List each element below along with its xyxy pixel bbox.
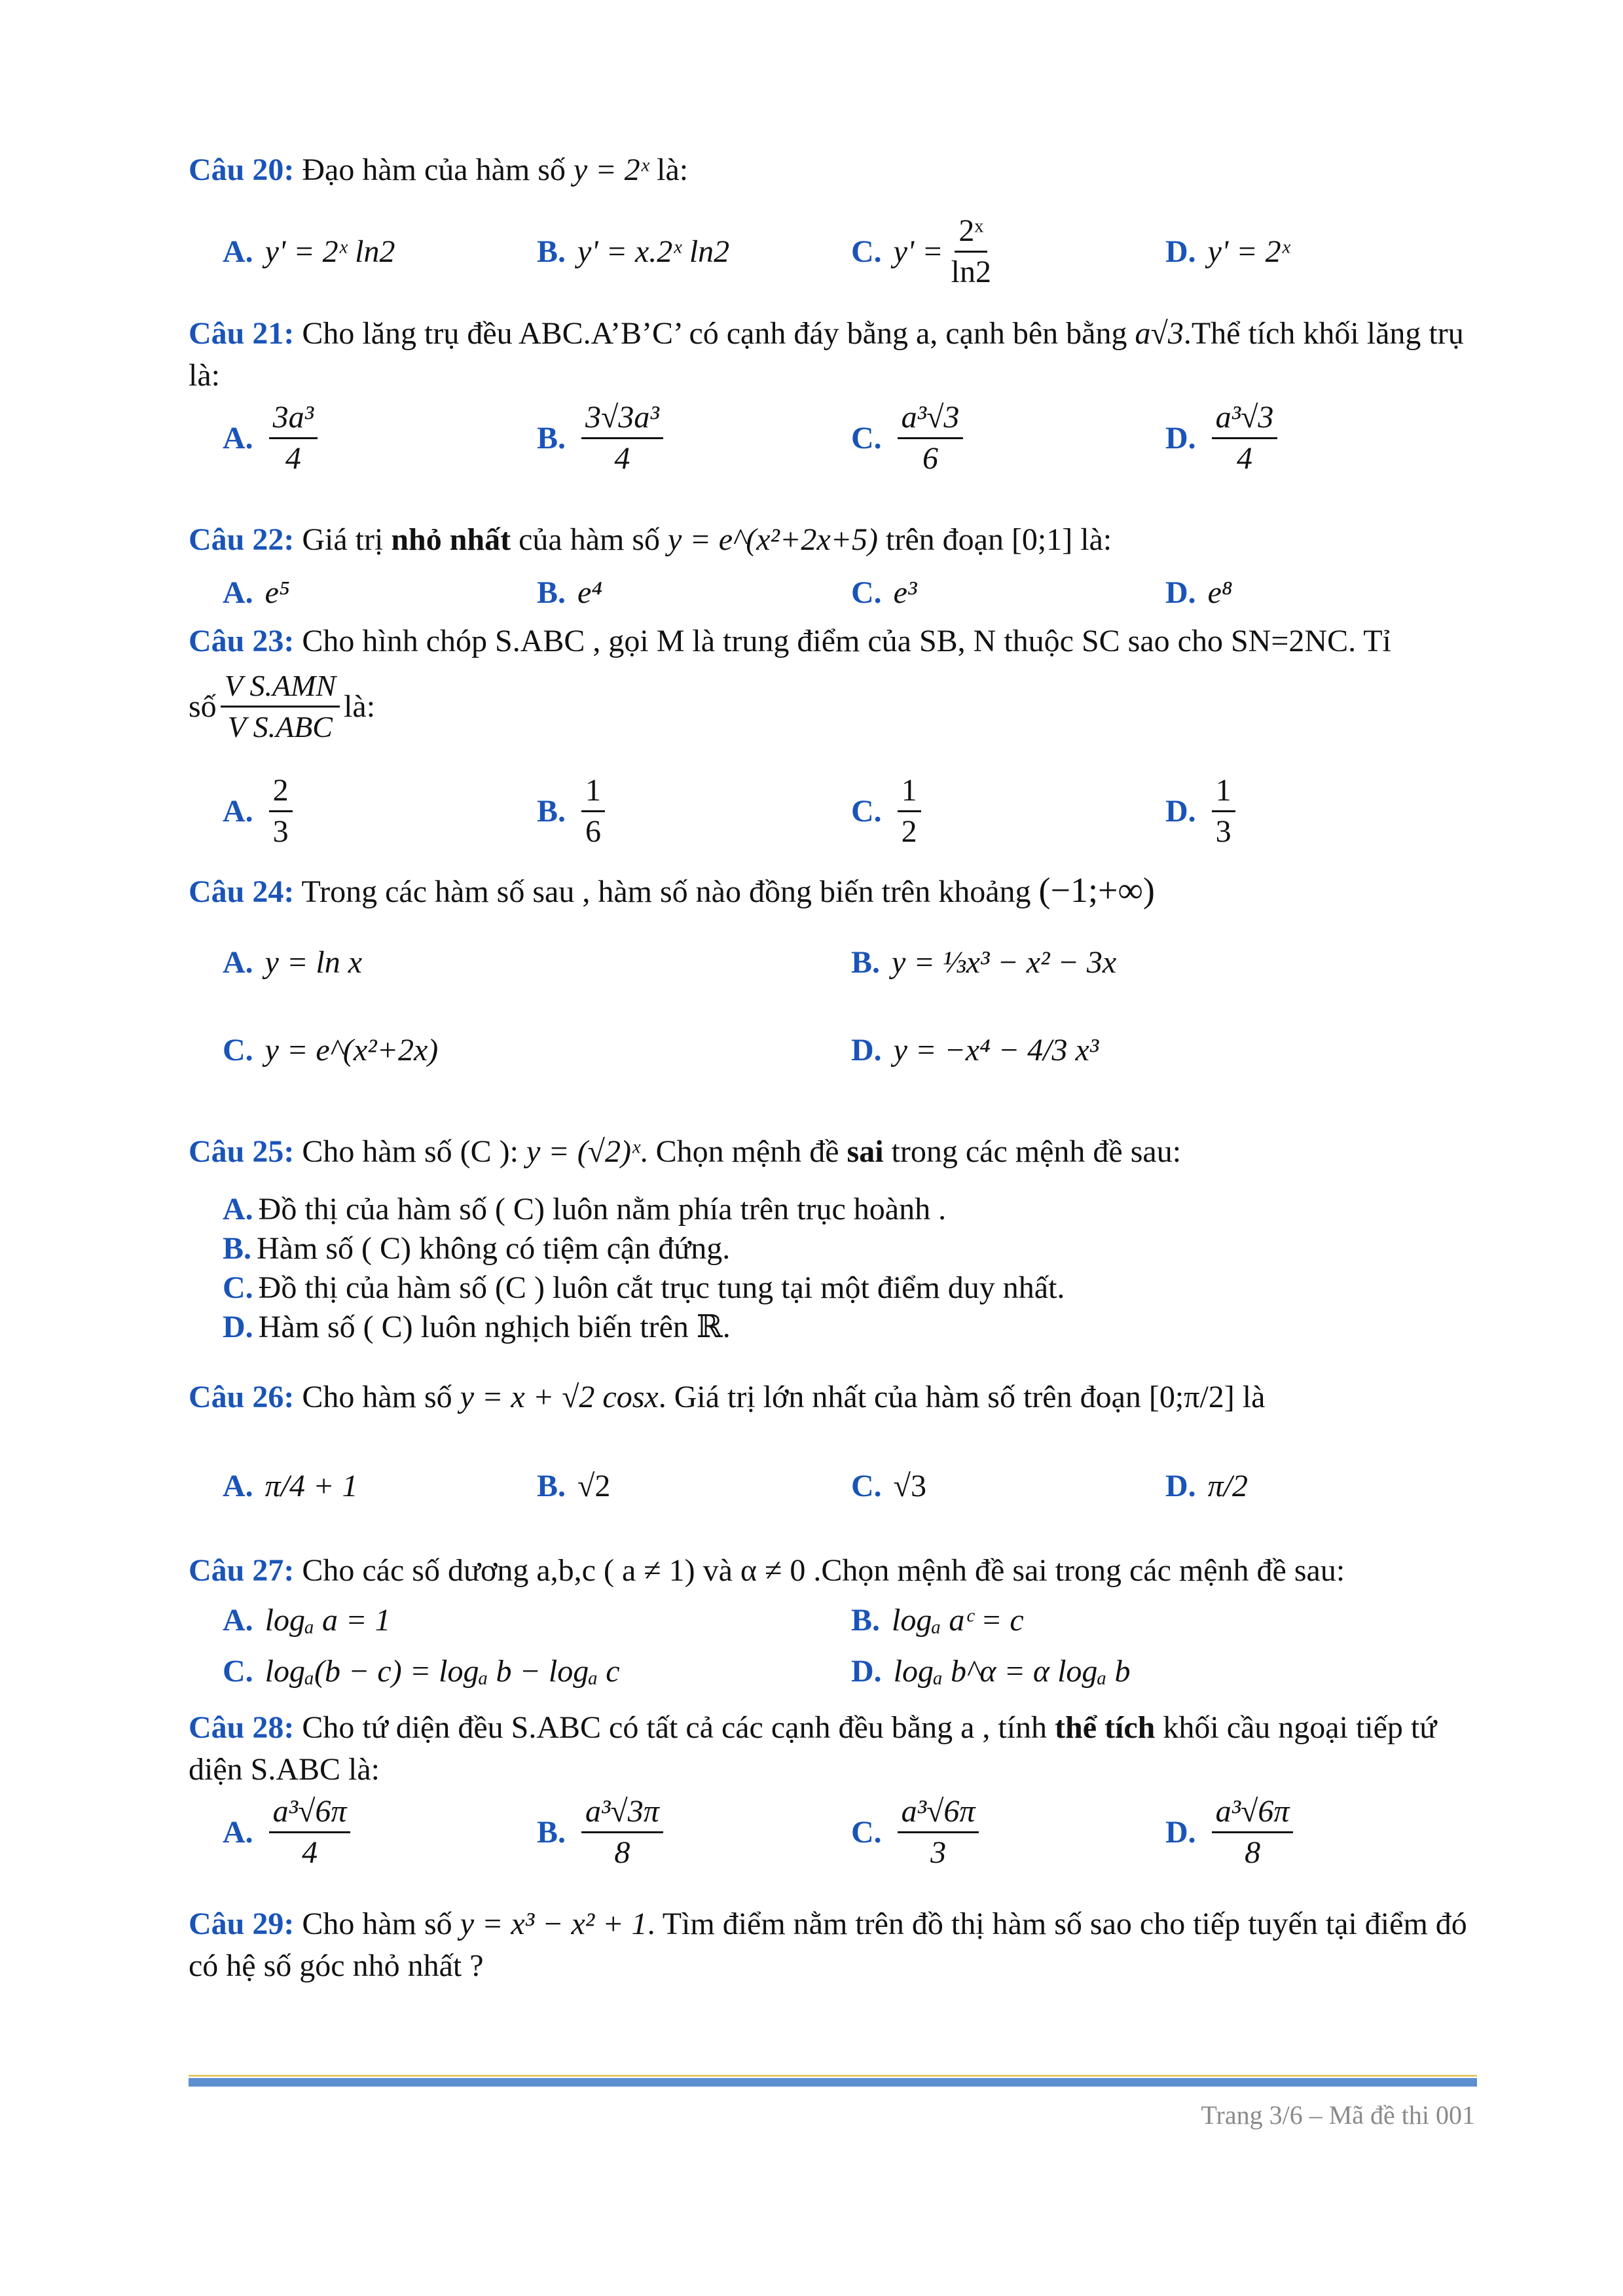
question-24: Câu 24: Trong các hàm số sau , hàm số nào đồng biến trên khoảng (−1;+∞) xyxy=(189,870,1155,910)
question-23: Câu 23: Cho hình chóp S.ABC , gọi M là trung điểm của SB, N thuộc SC sao cho SN=2NC. Tỉ xyxy=(189,624,1391,658)
question-27: Câu 27: Cho các số dương a,b,c ( a ≠ 1) và α ≠ 0 .Chọn mệnh đề sai trong các mệnh đề sau: xyxy=(189,1553,1345,1588)
options-23: A. $\frac{2}{3}$ B. $\frac{1}{6}$ C. $\frac{1}{2}$ D. $\frac{1}{3}$ xyxy=(223,771,1480,852)
options-21: A. $\frac{\text{3a³}}{4}$ B. $\frac{\text{3√3a³}}{4}$ C. $\frac{\text{a³√3}}{6}$ D. $\frac{\text{a³√3}}{4}$ xyxy=(223,398,1480,478)
question-20: Câu 20: Đạo hàm của hàm số y = 2ˣ là: xyxy=(189,152,689,187)
options-24: A. y = ln x B. y = ⅓x³ − x² − 3x C. y = e^(x²+2x) D. y = −x⁴ − 4/3 x³ xyxy=(223,944,1117,1067)
question-29: Câu 29: Cho hàm số y = x³ − x² + 1. Tìm điểm nằm trên đồ thị hàm số sao cho tiếp tuyến tại điểm đó có hệ số góc nhỏ nhất ? xyxy=(189,1907,1467,1983)
question-25: Câu 25: Cho hàm số (C ): y = (√2)ˣ. Chọn mệnh đề sai trong các mệnh đề sau: xyxy=(189,1134,1182,1169)
options-25: A. Đồ thị của hàm số ( C) luôn nằm phía trên trục hoành . B. Hàm số ( C) không có tiệm cận đứng. C. Đồ thị của hàm số (C ) luôn cắt trục tung tại một điểm duy nhất. D. Hàm số ( C) luôn nghịch biến trên ℝ. xyxy=(223,1192,1065,1344)
question-22: Câu 22: Giá trị nhỏ nhất của hàm số y = e^(x²+2x+5) trên đoạn [0;1] là: xyxy=(189,522,1112,557)
question-21: Câu 21: Cho lăng trụ đều ABC.A’B’C’ có cạnh đáy bằng a, cạnh bên bằng a√3.Thể tích khối lăng trụ là: xyxy=(189,316,1464,393)
options-28: A. $\frac{\text{a³√6π}}{4}$ B. $\frac{\text{a³√3π}}{8}$ C. $\frac{\text{a³√6π}}{3}$ D. $\frac{\text{a³√6π}}{8}$ xyxy=(223,1792,1480,1873)
options-22: A. e⁵ B. e⁴ C. e³ D. e⁸ xyxy=(223,575,1233,610)
question-26: Câu 26: Cho hàm số y = x + √2 cosx. Giá trị lớn nhất của hàm số trên đoạn [0;π/2] là xyxy=(189,1380,1266,1414)
question-23-ratio: số $\frac{\text{V S.AMN}}{\text{V S.ABC}}$ là: xyxy=(189,666,375,747)
options-20: A. y' = 2ˣ ln2 B. y' = x.2ˣ ln2 C. y' = $\frac{\text{2ˣ}}{\ln 2}$ D. y' = 2ˣ xyxy=(223,211,1480,292)
question-28: Câu 28: Cho tứ diện đều S.ABC có tất cả các cạnh đều bằng a , tính thể tích khối cầu ngoại tiếp tứ diện S.ABC là: xyxy=(189,1710,1437,1787)
footer-rule xyxy=(189,2075,1477,2087)
options-26: A. π/4 + 1 B. √2 C. √3 D. π/2 xyxy=(223,1468,1249,1503)
options-27: A. logₐ a = 1 B. logₐ aᶜ = c C. logₐ(b − c) = logₐ b − logₐ c D. logₐ b^α = α logₐ b xyxy=(223,1602,1131,1689)
page-footer: Trang 3/6 – Mã đề thi 001 xyxy=(1201,2100,1475,2130)
